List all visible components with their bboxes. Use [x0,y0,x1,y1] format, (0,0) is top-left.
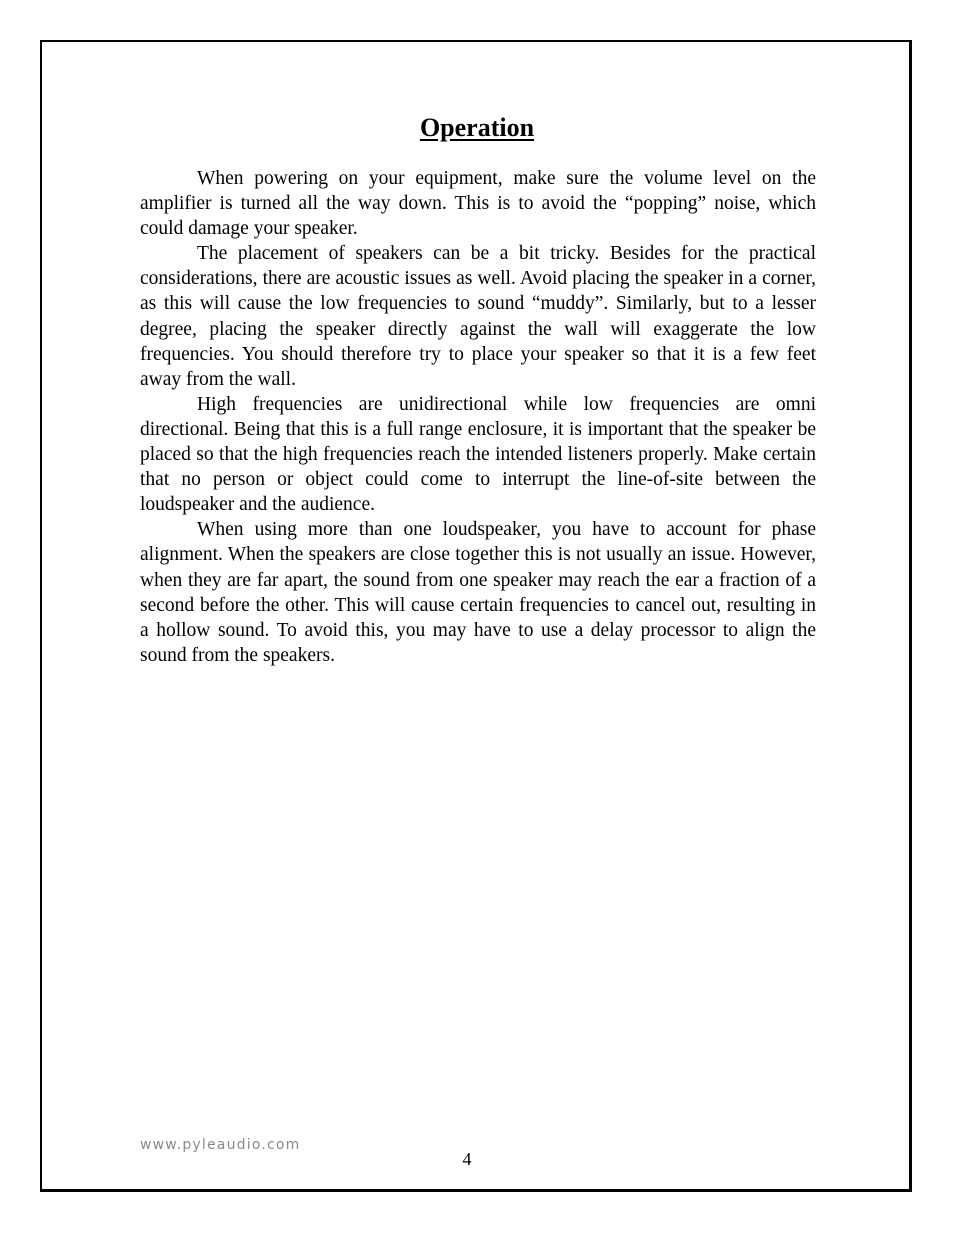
body-text [140,166,816,668]
paragraph-frequencies: High frequencies are unidirectional while low frequencies are omni directional. Being that this is a full range enclosure, it is important that the speaker be placed so that the high frequencies reach the intended listeners properly. Make certain that no person or object could come to interrupt the line-of-site between the loudspeaker and the audience. [140,393,816,516]
page-title: Operation [419,113,535,142]
paragraph-power-on: When powering on your equipment, make sure the volume level on the amplifier is turned all the way down. This is to avoid the “popping” noise, which could damage your speaker. [140,168,816,240]
page-number: 4 [462,1149,472,1169]
paragraph-placement: The placement of speakers can be a bit tricky. Besides for the practical considerations, there are acoustic issues as well. Avoid placing the speaker in a corner, as this will cause the low frequencies to sound “muddy”. Similarly, but to a lesser degree, placing the speaker directly against the wall will exaggerate the low frequencies. You should therefore try to place your speaker so that it is a few feet away from the wall. [140,243,816,390]
footer-website-url: www.pyleaudio.com [140,1137,301,1153]
paragraph-phase-alignment: When using more than one loudspeaker, you have to account for phase alignment. When the speakers are close together this is not usually an issue. However, when they are far apart, the sound from one speaker may reach the ear a fraction of a second before the other. This will cause certain frequencies to cancel out, resulting in a hollow sound. To avoid this, you may have to use a delay processor to align the sound from the speakers. [140,519,816,666]
